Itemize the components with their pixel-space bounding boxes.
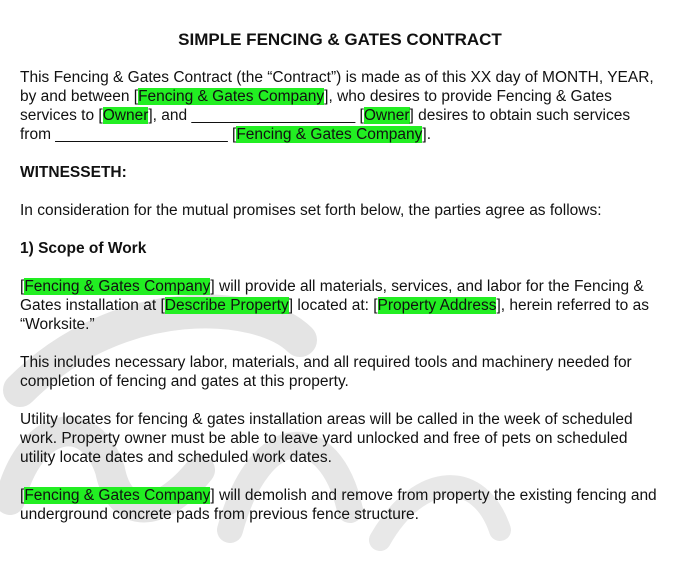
document-page — [0, 30, 680, 524]
document-title: SIMPLE FENCING & GATES CONTRACT — [178, 30, 502, 49]
witnesseth-heading: WITNESSETH: — [20, 164, 127, 181]
highlight-company-field: Fencing & Gates Company — [24, 487, 211, 504]
intro-paragraph: This Fencing & Gates Contract (the “Contract”) is made as of this XX day of MONTH, YEAR, by and between [Fencing & Gates Company], who desires to provide Fencing & Gates services to [Owner], and ___________________ [Owner] desires to obtain such services from ____________________ [Fencing & Gates Company]. — [20, 69, 654, 143]
consideration-paragraph: In consideration for the mutual promises set forth below, the parties agree as follows: — [20, 202, 602, 219]
highlight-owner-field: Owner — [102, 107, 149, 124]
utility-paragraph: Utility locates for fencing & gates installation areas will be called in the week of scheduled work. Property owner must be able to leave yard unlocked and free of pets on scheduled utility locate dates and scheduled work dates. — [20, 411, 633, 466]
highlight-property-field: Describe Property — [164, 297, 289, 314]
highlight-company-field: Fencing & Gates Company — [236, 126, 423, 143]
highlight-company-field: Fencing & Gates Company — [24, 278, 211, 295]
highlight-owner-field: Owner — [363, 107, 410, 124]
labor-paragraph: This includes necessary labor, materials, and all required tools and machinery needed for completion of fencing and gates at this property. — [20, 354, 632, 390]
highlight-address-field: Property Address — [377, 297, 497, 314]
highlight-company-field: Fencing & Gates Company — [138, 88, 325, 105]
scope-paragraph: [Fencing & Gates Company] will provide all materials, services, and labor for the Fencing & Gates installation at [Describe Property] located at: [Property Address], herein referred to as “Worksite.” — [20, 278, 649, 333]
scope-heading: 1) Scope of Work — [20, 240, 147, 257]
demolish-paragraph: [Fencing & Gates Company] will demolish and remove from property the existing fencing and underground concrete pads from previous fence structure. — [20, 487, 657, 523]
